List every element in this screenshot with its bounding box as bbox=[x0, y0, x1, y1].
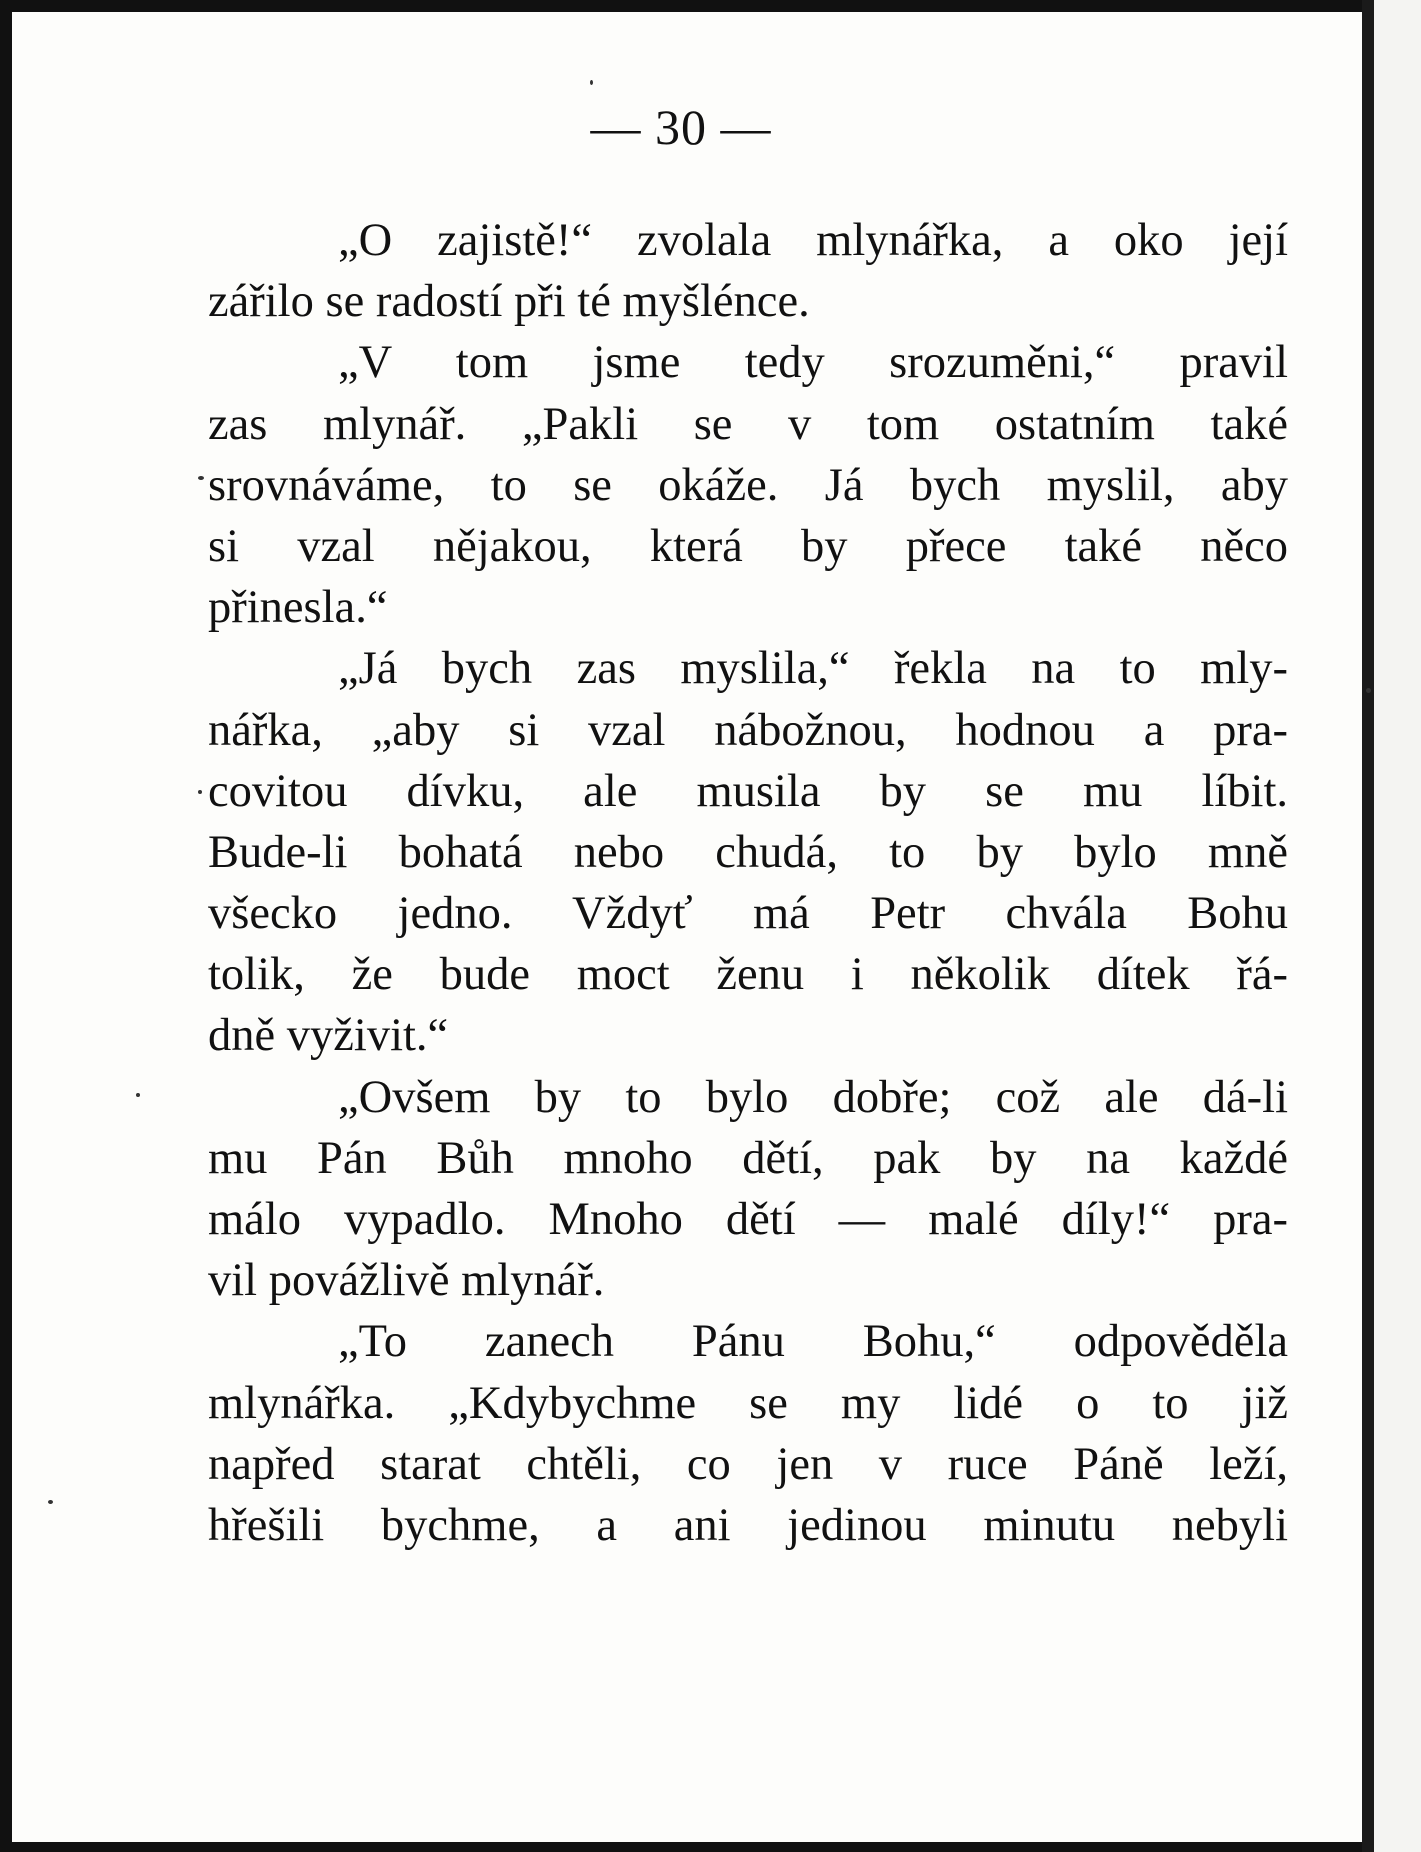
text-line: mu Pán Bůh mnoho dětí, pak by na každé bbox=[208, 1132, 1288, 1184]
text-line: Bude-li bohatá nebo chudá, to by bylo mně bbox=[208, 826, 1288, 878]
scan-speck bbox=[48, 1500, 53, 1504]
text-line: hřešili bychme, a ani jedinou minutu nebyli bbox=[208, 1499, 1288, 1551]
text-line: napřed starat chtěli, co jen v ruce Páně leží, bbox=[208, 1438, 1288, 1490]
text-line: dně vyživit.“ bbox=[208, 1010, 449, 1062]
text-line: si vzal nějakou, která by přece také něco bbox=[208, 520, 1288, 572]
text-line: nářka, „aby si vzal nábožnou, hodnou a pra- bbox=[208, 704, 1288, 756]
text-line: všecko jedno. Vždyť má Petr chvála Bohu bbox=[208, 888, 1288, 940]
text-line: málo vypadlo. Mnoho dětí — malé díly!“ pra- bbox=[208, 1194, 1288, 1245]
scan-border-left bbox=[0, 0, 12, 1852]
text-line: zas mlynář. „Pakli se v tom ostatním také bbox=[208, 398, 1288, 450]
text-line: vil povážlivě mlynář. bbox=[208, 1255, 605, 1307]
text-line: mlynářka. „Kdybychme se my lidé o to již bbox=[208, 1377, 1288, 1429]
text-line: „V tom jsme tedy srozuměni,“ pravil bbox=[338, 337, 1288, 389]
text-line: přinesla.“ bbox=[208, 582, 388, 634]
page-gutter-shadow bbox=[1362, 0, 1374, 1852]
text-line: „To zanech Pánu Bohu,“ odpověděla bbox=[338, 1316, 1288, 1368]
text-line: tolik, že bude moct ženu i několik dítek řá- bbox=[208, 949, 1288, 1001]
scan-border-bottom bbox=[0, 1842, 1421, 1852]
scan-speck bbox=[198, 476, 204, 480]
text-line: covitou dívku, ale musila by se mu líbit. bbox=[208, 765, 1288, 817]
text-line: srovnáváme, to se okáže. Já bych myslil, aby bbox=[208, 459, 1288, 511]
adjacent-page-edge bbox=[1374, 0, 1421, 1852]
scan-speck bbox=[198, 790, 202, 794]
text-line: „Já bych zas myslila,“ řekla na to mly- bbox=[338, 643, 1288, 695]
scan-speck bbox=[590, 80, 593, 85]
scan-speck bbox=[136, 1093, 140, 1097]
body-text bbox=[208, 210, 1288, 1556]
scan-speck bbox=[1366, 688, 1371, 693]
text-line: „O zajistě!“ zvolala mlynářka, a oko její bbox=[338, 215, 1288, 266]
text-line: zářilo se radostí při té myšlénce. bbox=[208, 276, 810, 328]
page-number: — 30 — bbox=[590, 99, 772, 155]
scan-border-top bbox=[0, 0, 1421, 12]
text-line: „Ovšem by to bylo dobře; což ale dá-li bbox=[338, 1071, 1288, 1123]
